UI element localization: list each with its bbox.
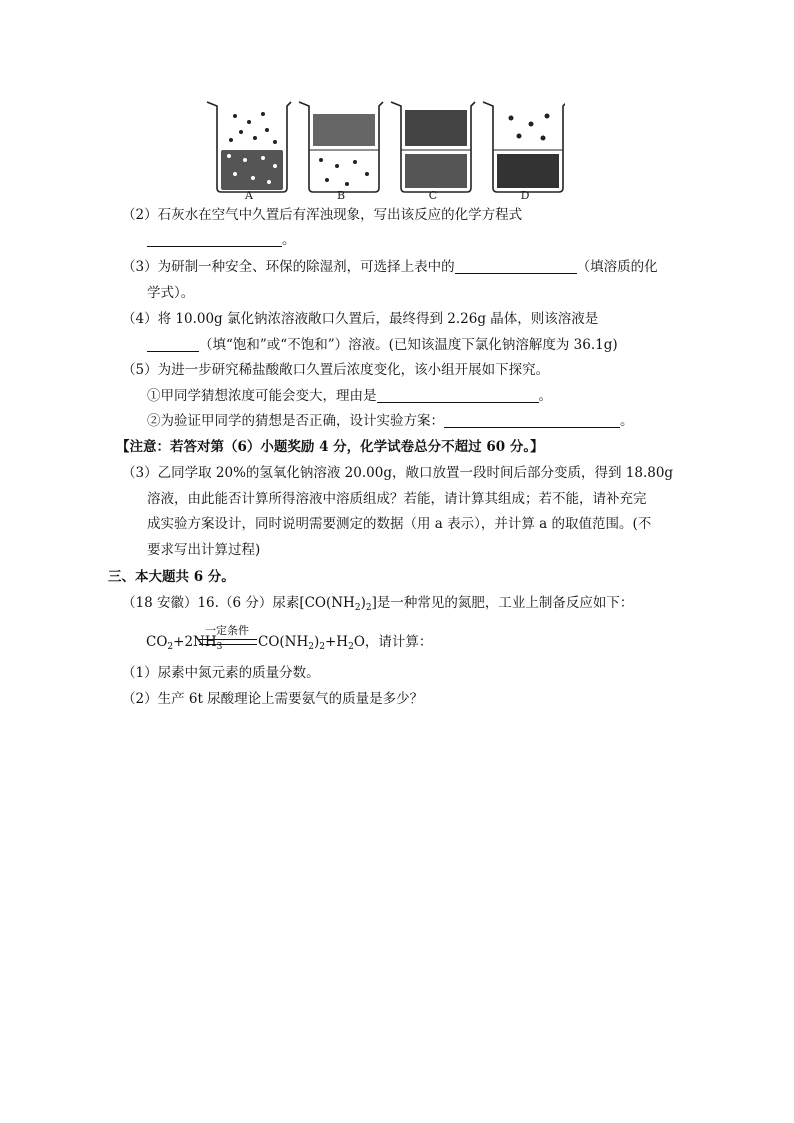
question-6: （3）乙同学取 20%的氢氧化钠溶液 20.00g，敞口放置一段时间后部分变质，得到 18.80g <box>122 465 674 481</box>
reaction-condition: 一定条件 <box>205 624 249 637</box>
question-2-answer: 。 <box>147 231 296 249</box>
question-2 <box>122 206 522 224</box>
question-4-cont: （填“饱和”或“不饱和”）溶液。(已知该温度下氯化钠溶解度为 36.1g) <box>147 336 618 354</box>
beaker-figure <box>205 96 565 200</box>
q2-prefix: （2） <box>122 207 158 223</box>
answer-blank[interactable] <box>444 413 620 428</box>
question-6-line-3: 成实验方案设计，同时说明需要测定的数据（用 a 表示），并计算 a 的取值范围。(不 <box>147 516 652 532</box>
problem-16-q2: （2）生产 6t 尿酸理论上需要氨气的质量是多少？ <box>122 691 424 707</box>
beaker-d <box>483 102 565 192</box>
q3-text: 为研制一种安全、环保的除湿剂，可选择上表中的 <box>157 259 455 275</box>
q4-text: 将 10.00g 氯化钠浓溶液敞口久置后，最终得到 2.26g 晶体，则该溶液是 <box>157 311 599 327</box>
question-3-cont: 学式）。 <box>147 285 195 301</box>
question-6-line-2: 溶液，由此能否计算所得溶液中溶质组成？若能，请计算其组成；若不能，请补充完 <box>147 491 647 507</box>
q2-text: 石灰水在空气中久置后有浑浊现象，写出该反应的化学方程式 <box>157 207 523 223</box>
bonus-notice: 【注意：若答对第（6）小题奖励 4 分，化学试卷总分不超过 60 分。】 <box>116 439 544 455</box>
label-d: D <box>520 189 530 200</box>
problem-16-intro: （18 安徽）16.（6 分）尿素$[CO(NH_2)_2]$是一种常见的氮肥，工业上制备反应如下： <box>122 595 634 613</box>
label-b: B <box>336 189 346 200</box>
question-3: （3）为研制一种安全、环保的除湿剂，可选择上表中的 （填溶质的化 <box>122 259 658 275</box>
q5-text: 为进一步研究稀盐酸敞口久置后浓度变化，该小组开展如下探究。 <box>157 362 550 378</box>
beaker-c <box>391 102 475 192</box>
question-6-line-4: 要求写出计算过程) <box>147 542 261 558</box>
answer-blank[interactable] <box>455 259 577 274</box>
beaker-b <box>299 102 383 192</box>
question-4: （4）将 10.00g 氯化钠浓溶液敞口久置后，最终得到 2.26g 晶体，则该溶液是 <box>122 311 599 327</box>
section-3-title: 三、本大题共 6 分。 <box>108 569 235 585</box>
question-5-item-2: ②为验证甲同学的猜想是否正确，设计实验方案： 。 <box>147 413 634 429</box>
answer-blank[interactable] <box>147 232 282 247</box>
beaker-a <box>207 102 291 192</box>
question-5: （5）为进一步研究稀盐酸敞口久置后浓度变化，该小组开展如下探究。 <box>122 362 550 378</box>
reaction-left: $CO_2+2NH_3$ <box>146 634 223 652</box>
problem-16-q1: （1）尿素中氮元素的质量分数。 <box>122 665 320 681</box>
answer-blank[interactable] <box>147 337 199 352</box>
reaction-right: $CO(NH_2)_2+H_2O$，请计算： <box>258 634 433 652</box>
answer-blank[interactable] <box>377 388 539 403</box>
label-a: A <box>245 189 253 200</box>
question-5-item-1: ①甲同学猜想浓度可能会变大，理由是 。 <box>147 388 552 404</box>
label-c: C <box>428 189 438 200</box>
